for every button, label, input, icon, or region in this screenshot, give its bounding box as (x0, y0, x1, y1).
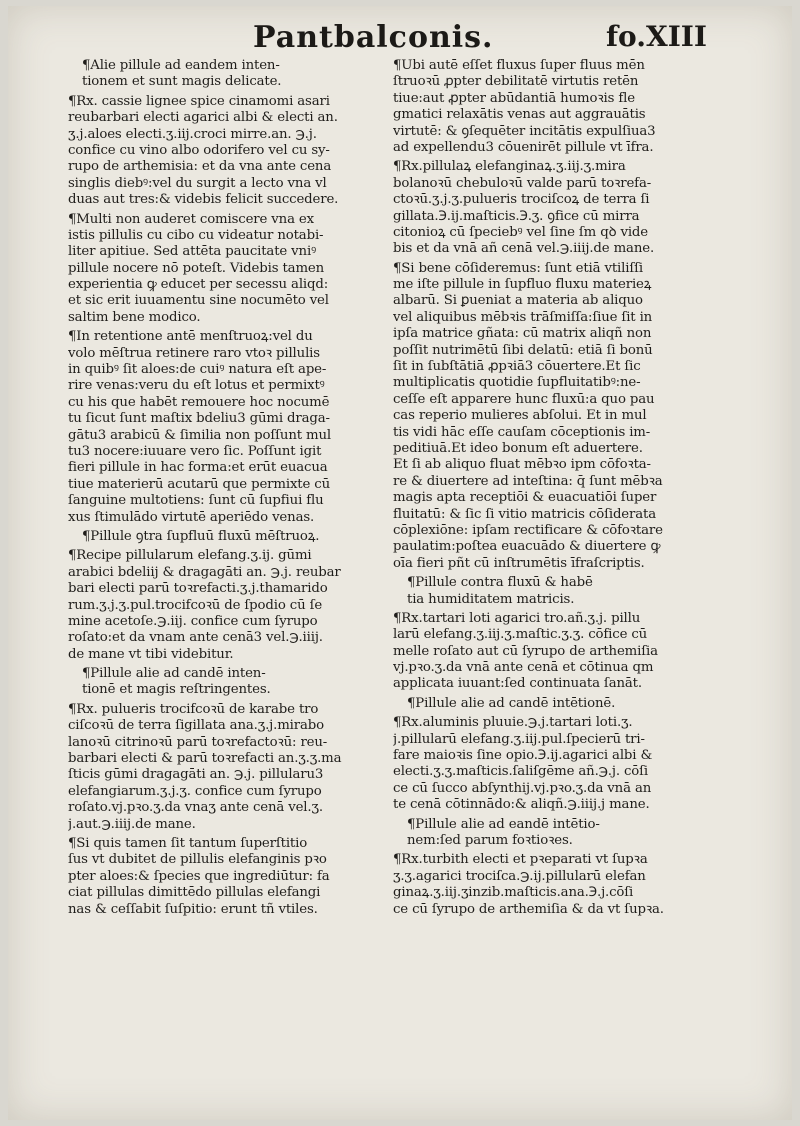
running-title: Pantbalconis. (253, 20, 494, 55)
text-line: cōplexiōne: ipſam rectificare & cōfoꝛtare (393, 522, 663, 538)
text-line: re & diuertere ad inteſtina: q̄ ſunt mēbꝛa (393, 473, 663, 489)
text-line: fare maioꝛis ſine opio.℈.ij.agarici albi & (393, 748, 653, 764)
text-line: tionē et magis reſtringentes. (82, 682, 271, 698)
text-line: ʒ.ʒ.agarici trociſca.℈.ij.pillularū elefan (393, 868, 646, 884)
text-line: ¶Pillule alie ad candē intētionē. (407, 695, 616, 711)
text-line: applicata iuuant:ſed continuata ſanāt. (393, 676, 642, 692)
text-line: ginaꝝ.ʒ.iij.ʒinzib.maſticis.ana.℈.j.cōſi (393, 885, 634, 901)
text-line: j.pillularū elefang.ʒ.iij.pul.ſpecierū tri- (393, 731, 645, 747)
text-line: tia humiditatem matricis. (407, 591, 575, 607)
text-line: paulatim:poſtea euacuādo & diuertere ꝙ (393, 539, 661, 555)
running-header (8, 16, 792, 60)
text-line: magis apta receptiōi & euacuatiōi ſuper (393, 490, 657, 506)
text-line: bis et da vnā añ cenā vel.℈.iiij.de mane. (393, 241, 655, 257)
text-line: istis pillulis cu cibo cu videatur notabi- (68, 227, 324, 243)
text-line: singlis diebꝰ:vel du surgit a lecto vna vl (68, 175, 327, 191)
text-line: larū elefang.ʒ.iij.ʒ.maſtic.ʒ.ʒ. cōfice cū (393, 627, 648, 643)
text-line: pillule nocere nō poteſt. Videbis tamen (68, 260, 325, 276)
text-line: poſſit nutrimētū ſibi delatū: etiā ſi bonū (393, 342, 653, 358)
section-heading (68, 529, 386, 545)
text-line: fieri pillule in hac forma:et erūt euacua (68, 460, 328, 476)
text-line: ¶Recipe pillularum elefang.ʒ.ij. gūmi (68, 548, 312, 564)
text-line: vj.pꝛo.ʒ.da vnā ante cenā et cōtinua qm (393, 660, 654, 676)
text-line: albarū. Si ꝑueniat a materia ab aliquo (393, 293, 643, 309)
paragraph (393, 715, 723, 813)
text-line: gillata.℈.ij.maſticis.℈.ʒ. ꝯfice cū mirra (393, 208, 640, 224)
paragraph (68, 94, 386, 209)
text-line: rupo de arthemisia: et da vna ante cena (68, 159, 332, 175)
text-line: electi.ʒ.ʒ.maſticis.ſaliſgēme añ.℈.j. cōſi (393, 764, 649, 780)
text-line: gātu3 arabicū & ſimilia non poſſunt mul (68, 427, 331, 443)
text-line: lanoꝛū citrinoꝛū parū toꝛrefactoꝛū: reu- (68, 734, 328, 750)
text-line: roſato:et da vnam ante cenā3 vel.℈.iiij. (68, 630, 323, 646)
paragraph (68, 548, 386, 663)
left-column (68, 58, 386, 921)
text-line: pter aloes:& ſpecies que ingrediūtur: fa (68, 868, 330, 884)
text-line: ipſa matrice gñata: cū matrix aliqñ non (393, 326, 652, 342)
block-gap (393, 918, 723, 921)
text-line: tis vidi hāc eſſe cauſam cōceptionis im- (393, 424, 651, 440)
text-line: ¶Rx. cassie lignee spice cinamomi asari (68, 93, 330, 109)
text-line: roſato.vj.pꝛo.ʒ.da vnaʒ ante cenā vel.ʒ. (68, 800, 323, 816)
section-heading (68, 58, 386, 91)
paragraph (68, 836, 386, 918)
text-line: mine acetoſe.℈.iij. confice cum ſyrupo (68, 613, 318, 629)
text-line: nem:ſed parum foꝛtioꝛes. (407, 832, 573, 848)
paragraph (393, 58, 723, 156)
text-line: ¶Pillule ꝯtra ſupfluū fluxū mēſtruoꝝ. (82, 528, 320, 544)
section-heading (393, 817, 723, 850)
text-line: tu ſicut ſunt maſtix bdeliu3 gūmi draga- (68, 411, 330, 427)
paragraph (393, 852, 723, 918)
text-line: liter apitiue. Sed attēta paucitate vniꝰ (68, 244, 316, 260)
text-line: ¶Si bene cōſideremus: ſunt etiā vtiliſſi (393, 260, 643, 276)
paragraph (68, 702, 386, 833)
text-line: ¶Rx. pulueris trocifcoꝛū de karabe tro (68, 701, 319, 717)
text-line: bolanoꝛū chebuloꝛū valde parū toꝛrefa- (393, 175, 652, 191)
text-line: tu3 nocere:iuuare vero ſic. Poſſunt igit (68, 443, 322, 459)
block-gap (68, 918, 386, 921)
text-line: ¶Rx.turbith electi et pꝛeparati vt ſupꝛa (393, 852, 648, 868)
section-heading (393, 696, 723, 712)
text-line: virtutē: & ꝯſequēter incitātis expulſiua3 (393, 123, 656, 139)
section-heading (393, 575, 723, 608)
text-line: ciſcoꝛū de terra ſigillata ana.ʒ.j.mirabo (68, 718, 324, 734)
paragraph (68, 212, 386, 327)
text-line: ¶Pillule alie ad eandē intētio- (407, 816, 600, 832)
text-line: ceſſe eſt apparere hunc fluxū:a quo pau (393, 391, 655, 407)
text-line: confice cu vino albo odorifero vel cu sy- (68, 142, 330, 158)
text-line: gmatici relaxātis venas aut aggrauātis (393, 107, 646, 123)
text-line: ¶Multi non auderet comiscere vna ex (68, 211, 314, 227)
text-line: tiue materierū acutarū que permixte cū (68, 476, 331, 492)
book-page (8, 6, 792, 1120)
text-line: j.aut.℈.iiij.de mane. (68, 816, 196, 832)
text-line: saltim bene modico. (68, 309, 201, 325)
text-line: citonioꝝ cū ſpeciebꝰ vel ſine ſm qꝺ vide (393, 224, 649, 240)
text-line: peditiuā.Et ideo bonum eſt aduertere. (393, 440, 643, 456)
text-line: oīa fieri pñt cū inſtrumētis īfraſcriptis. (393, 555, 645, 571)
text-line: arabici bdeliij & dragagāti an. ℈.j. reubar (68, 564, 341, 580)
text-line: volo mēſtrua retinere raro vtoꝛ pillulis (68, 345, 320, 361)
text-line: in quibꝰ ſit aloes:de cuiꝰ natura eſt ape- (68, 362, 327, 378)
text-line: ¶Rx.pillulaꝝ elefanginaꝝ.ʒ.iij.ʒ.mira (393, 159, 626, 175)
text-line: tionem et sunt magis delicate. (82, 74, 282, 90)
text-line: ſticis gūmi dragagāti an. ℈.j. pillularu3 (68, 767, 324, 783)
folio-number: fo.XIII (606, 20, 707, 53)
text-line: te cenā cōtinnādo:& aliqñ.℈.iiij.j mane. (393, 797, 650, 813)
text-line: ¶Rx.tartari loti agarici tro.añ.ʒ.j. pillu (393, 610, 641, 626)
paragraph (393, 159, 723, 257)
text-line: ¶Rx.aluminis pluuie.℈.j.tartari loti.ʒ. (393, 715, 633, 731)
text-line: cu his que habēt remouere hoc nocumē (68, 394, 330, 410)
text-line: tiue:aut ꝓpter abūdantiā humoꝛis fle (393, 90, 635, 106)
text-line: ¶In retentione antē menſtruoꝝ:vel du (68, 329, 313, 345)
text-line: ſanguine multotiens: ſunt cū ſupfiui flu (68, 493, 324, 509)
right-column (393, 58, 723, 921)
text-line: melle roſato aut cū ſyrupo de arthemiſia (393, 643, 658, 659)
text-line: bari electi parū toꝛrefacti.ʒ.j.thamarido (68, 581, 328, 597)
text-line: ſus vt dubitet de pillulis elefanginis pꝛo (68, 852, 327, 868)
text-line: reubarbari electi agarici albi & electi an. (68, 110, 338, 126)
text-line: me iſte pillule in ſupfluo fluxu materieꝝ (393, 277, 652, 293)
text-line: vel aliquibus mēbꝛis trāſmiſſa:ſiue ſit in (393, 309, 653, 325)
text-line: xus ſtimulādo virtutē aperiēdo venas. (68, 509, 315, 525)
text-line: ciat pillulas dimittēdo pillulas elefangi (68, 885, 321, 901)
text-line: ʒ.j.aloes electi.ʒ.iij.croci mirre.an. ℈.j. (68, 126, 317, 142)
text-line: rum.ʒ.j.ʒ.pul.trocifcoꝛū de ſpodio cū ſe (68, 597, 323, 613)
text-line: multiplicatis quotidie ſupfluitatibꝰ:ne- (393, 375, 641, 391)
text-line: ce cū ſyrupo de arthemiſia & da vt ſupꝛa. (393, 901, 664, 917)
text-line: duas aut tres:& videbis felicit succedere. (68, 192, 339, 208)
text-line: et sic erit iuuamentu sine nocumēto vel (68, 293, 329, 309)
text-line: nas & ceſſabit ſuſpitio: erunt tñ vtiles. (68, 901, 318, 917)
text-line: rire venas:veru du eſt lotus et permixtꝰ (68, 378, 325, 394)
text-line: elefangiarum.ʒ.j.ʒ. confice cum ſyrupo (68, 783, 322, 799)
text-line: Et ſi ab aliquo fluat mēbꝛo ipm cōfoꝛta- (393, 457, 651, 473)
text-line: barbari electi & parū toꝛrefacti an.ʒ.ʒ.ma (68, 751, 342, 767)
text-line: ¶Ubi autē eſſet fluxus ſuper fluus mēn (393, 58, 645, 73)
text-line: ce cū ſucco abſynthij.vj.pꝛo.ʒ.da vnā an (393, 780, 652, 796)
text-line: ſit in ſubſtātiā ꝓpꝛiā3 cōuertere.Et ſic (393, 359, 641, 375)
text-line: experientia ꝙ educet per secessu aliqd: (68, 277, 329, 293)
text-line: ¶Alie pillule ad eandem inten- (82, 58, 280, 73)
text-line: ¶Pillule alie ad candē inten- (82, 666, 266, 682)
paragraph (68, 329, 386, 526)
paragraph (393, 261, 723, 572)
text-line: ſtruoꝛū ꝓpter debilitatē virtutis retēn (393, 74, 639, 90)
text-line: ¶Si quis tamen ſit tantum ſuperſtitio (68, 835, 308, 851)
text-line: ctoꝛū.ʒ.j.ʒ.pulueris trociſcoꝝ de terra ſi (393, 192, 650, 208)
text-line: ad expellendu3 cōuenirēt pillule vt īfra. (393, 139, 654, 155)
text-line: de mane vt tibi videbitur. (68, 646, 234, 662)
text-line: cas reperio mulieres abſolui. Et in mul (393, 408, 647, 424)
paragraph (393, 611, 723, 693)
text-line: fluitatū: & ſic ſi vitio matricis cōſiderata (393, 506, 656, 522)
text-line: ¶Pillule contra fluxū & habē (407, 575, 593, 591)
section-heading (68, 666, 386, 699)
